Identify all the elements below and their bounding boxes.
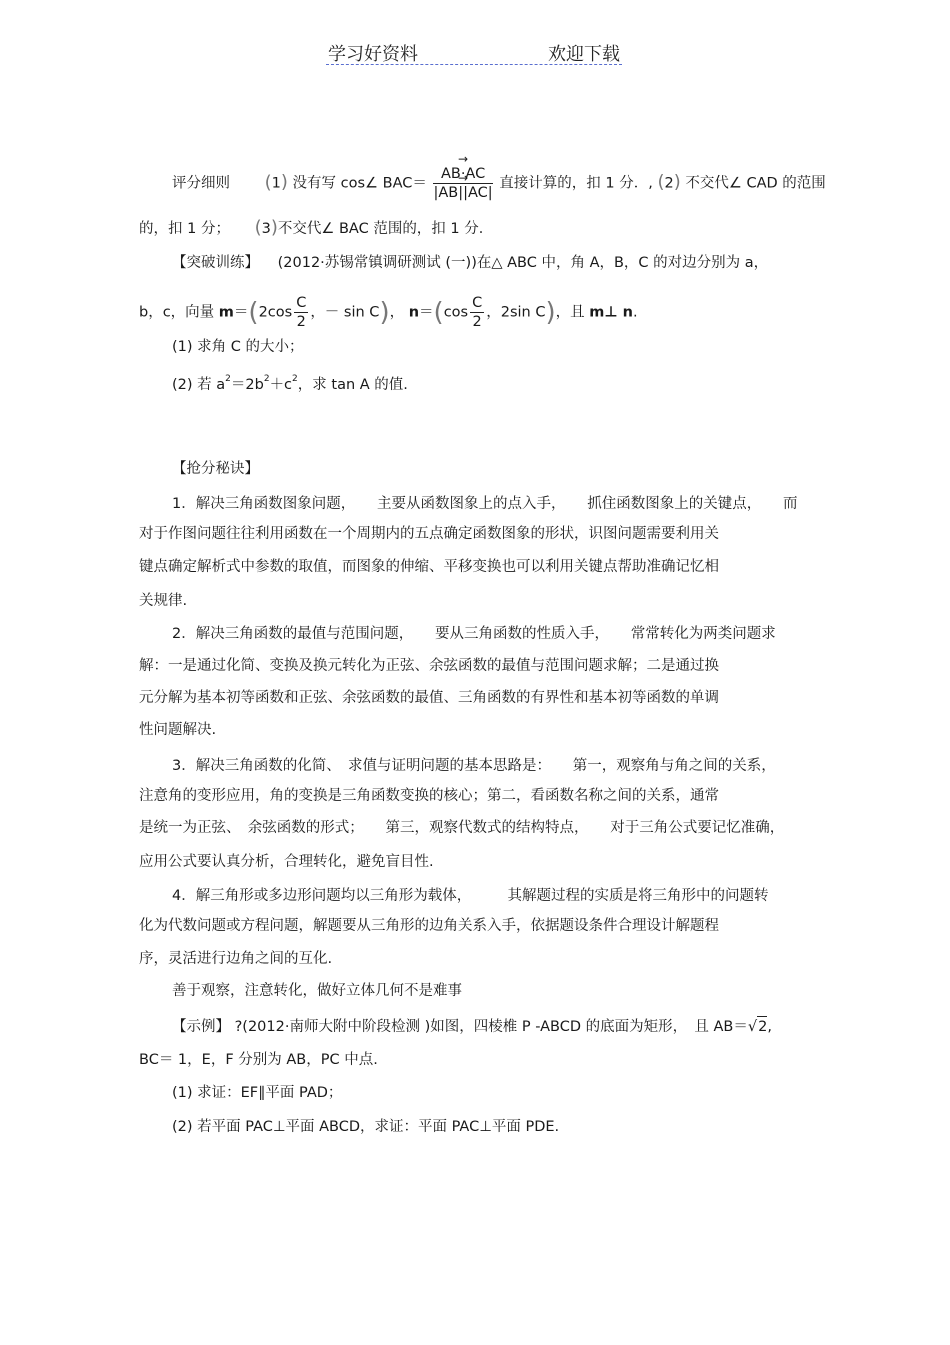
header-right: 欢迎下载 xyxy=(548,44,620,65)
point-1-text: 没有写 cos∠ BAC＝ xyxy=(292,175,427,192)
secrets-line: 解：一是通过化简、变换及换元转化为正弦、余弦函数的最值与范围问题求解；二是通过换 xyxy=(139,658,719,674)
and-text: ，且 xyxy=(555,304,585,321)
secrets-line: 2．解决三角函数的最值与范围问题， 要从三角函数的性质入手， 常常转化为两类问题求 xyxy=(172,626,776,642)
secrets-line: 应用公式要认真分析，合理转化，避免盲目性. xyxy=(139,854,434,870)
close-paren: ) xyxy=(270,217,278,238)
close-paren: ) xyxy=(280,171,288,193)
m-component-2: ，－ sin C xyxy=(310,304,380,321)
point-2-text: 不交代∠ CAD 的范围 xyxy=(685,175,826,192)
secrets-line: 是统一为正弦、 余弦函数的形式； 第三，观察代数式的结构特点， 对于三角公式要记忆准确， xyxy=(139,820,785,836)
point-1-after: 直接计算的，扣 1 分．, xyxy=(499,175,653,192)
open-paren: ( xyxy=(264,171,272,193)
scoring-label: 评分细则 xyxy=(172,175,230,192)
secrets-motto: 善于观察，注意转化，做好立体几何不是难事 xyxy=(172,983,462,999)
header-divider xyxy=(326,64,622,65)
training-vector-intro: b，c，向量 xyxy=(139,304,215,321)
comma: , xyxy=(767,1019,772,1035)
close-paren: ) xyxy=(379,297,390,328)
point-1-number: 1 xyxy=(271,175,281,192)
equals-sign: ＝ xyxy=(419,304,434,321)
close-paren: ) xyxy=(545,297,556,328)
secrets-line: 注意角的变形应用，角的变换是三角函数变换的核心；第二，看函数名称之间的关系，通常 xyxy=(139,788,719,804)
n-component-2: ，2sin C xyxy=(486,304,546,321)
secrets-tag: 【抢分秘诀】 xyxy=(172,461,259,477)
point-2-number: 2 xyxy=(664,175,674,192)
open-paren: ( xyxy=(254,217,262,238)
secrets-line: 键点确定解析式中参数的取值，而图象的伸缩、平移变换也可以利用关键点帮助准确记忆相 xyxy=(139,559,719,575)
sqrt-radicand: 2 xyxy=(757,1016,767,1037)
fraction-numerator: → AB·AC xyxy=(441,165,485,183)
c-over-2-fraction: $\frac{C}{2}$ xyxy=(472,295,483,330)
secrets-line: 序，灵活进行边角之间的互化. xyxy=(139,951,333,967)
training-tag: 【突破训练】 xyxy=(172,255,259,271)
example-question-2: (2) 若平面 PAC⊥平面 ABCD，求证：平面 PAC⊥平面 PDE. xyxy=(172,1119,560,1135)
training-line-1 xyxy=(172,253,768,273)
scoring-line-2-b: 不交代∠ BAC 范围的，扣 1 分． xyxy=(277,221,494,237)
open-paren: ( xyxy=(433,297,444,328)
example-question-1: (1) 求证：EF∥平面 PAD； xyxy=(172,1085,343,1101)
secrets-line: 对于作图问题往往利用函数在一个周期内的五点确定函数图象的形状，识图问题需要利用关 xyxy=(139,526,719,542)
vector-m: m xyxy=(218,304,234,321)
training-problem-text: (2012·苏锡常镇调研测试 (一))在△ ABC 中，角 A，B，C 的对边分别为 a， xyxy=(277,255,769,271)
scoring-line-2 xyxy=(139,218,493,239)
cos-formula-fraction xyxy=(433,165,492,202)
fraction-denominator: → |AB||AC| xyxy=(433,184,492,202)
n-component-1: cos xyxy=(443,304,469,321)
vector-n: n xyxy=(408,304,420,321)
m-component-1: 2cos xyxy=(258,304,293,321)
period: . xyxy=(632,304,638,321)
equals-sign: ＝ xyxy=(233,304,249,321)
open-paren: ( xyxy=(248,297,259,328)
open-paren: ( xyxy=(657,171,665,193)
training-question-2: (2) 若 $a^2=2b^2+c^2$，求 tan A 的值. xyxy=(172,374,408,393)
training-line-2: b，c，向量 m＝(2cos $\frac{C}{2}$ ，－ sin C)， n＝(cos $\frac{C}{2}$ ，2sin C)，且 m⊥ n. xyxy=(139,295,638,330)
point-3-number: 3 xyxy=(261,221,271,237)
scoring-line-1 xyxy=(172,165,826,202)
secrets-line: 关规律. xyxy=(139,593,188,609)
secrets-line: 元分解为基本初等函数和正弦、余弦函数的最值、三角函数的有界性和基本初等函数的单调 xyxy=(139,690,719,706)
header-left: 学习好资料 xyxy=(328,44,418,65)
example-line-2: BC＝ 1，E，F 分别为 AB，PC 中点. xyxy=(139,1052,378,1068)
example-intro: 【示例】 ?(2012·南师大附中阶段检测 )如图，四棱椎 P -ABCD 的底面为矩形， 且 AB＝ xyxy=(172,1019,748,1035)
c-over-2-fraction: $\frac{C}{2}$ xyxy=(296,295,307,330)
secrets-line: 性问题解决. xyxy=(139,722,217,738)
secrets-line: 1．解决三角函数图象问题， 主要从函数图象上的点入手， 抓住函数图象上的关键点， 而 xyxy=(172,496,798,512)
perpendicular-condition: m⊥ n xyxy=(589,304,633,321)
scoring-line-2-a: 的，扣 1 分； xyxy=(139,221,230,237)
secrets-line: 4．解三角形或多边形问题均以三角形为载体， 其解题过程的实质是将三角形中的问题转 xyxy=(172,888,769,904)
sqrt-sign: √ xyxy=(747,1019,758,1035)
secrets-line: 化为代数问题或方程问题，解题要从三角形的边角关系入手，依据题设条件合理设计解题程 xyxy=(139,918,719,934)
example-line-1 xyxy=(172,1016,772,1037)
secrets-line: 3．解决三角函数的化简、 求值与证明问题的基本思路是： 第一，观察角与角之间的关系， xyxy=(172,758,776,774)
close-paren: ) xyxy=(673,171,681,193)
training-question-1: (1) 求角 C 的大小； xyxy=(172,339,304,355)
